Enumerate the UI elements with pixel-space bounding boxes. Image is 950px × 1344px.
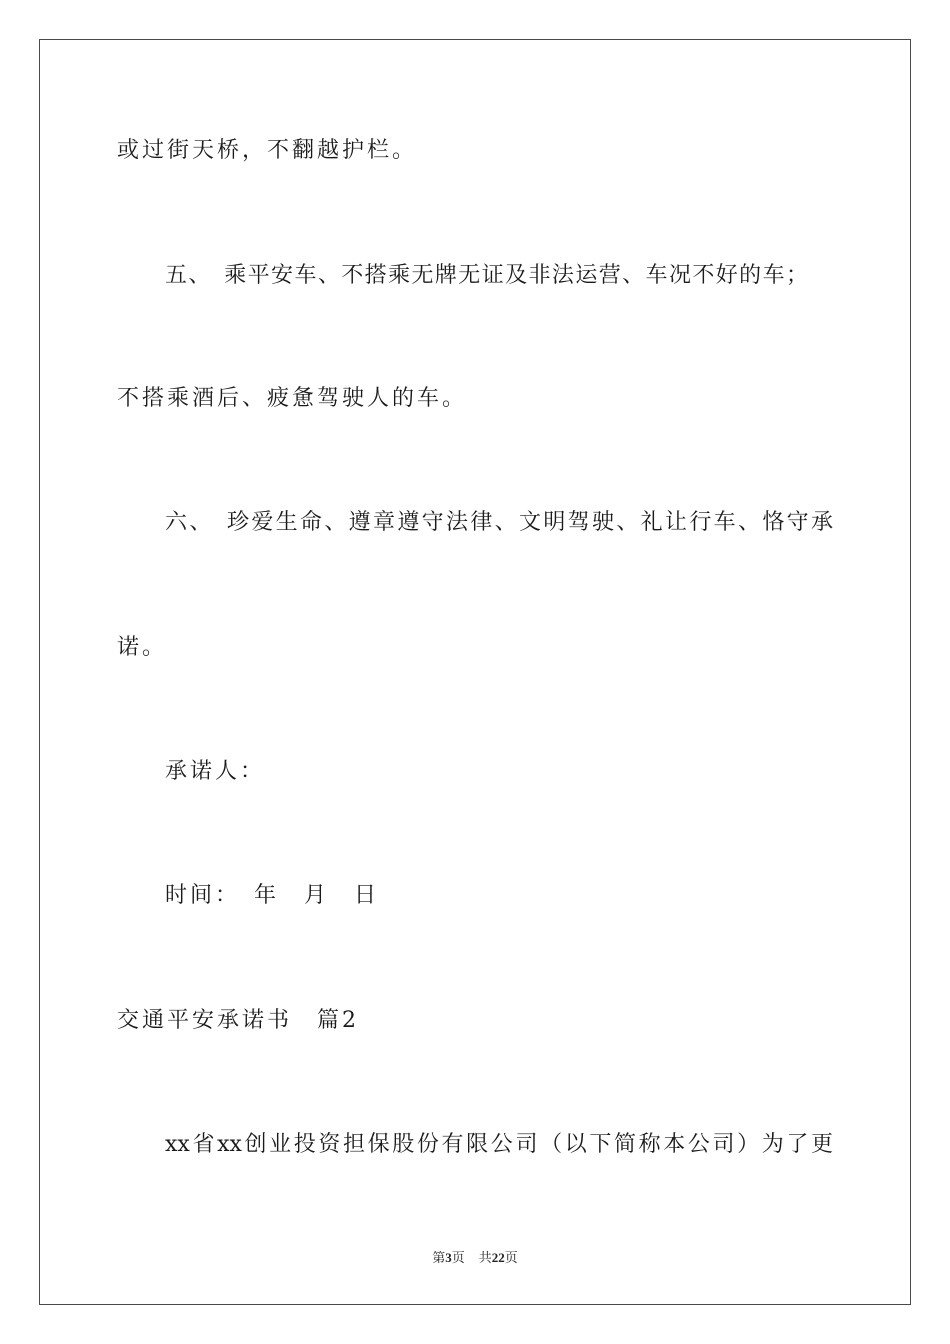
page-footer: [0, 1249, 950, 1267]
body-line-5: 诺。: [117, 635, 168, 660]
footer-total-prefix: 共: [478, 1250, 492, 1265]
page-border: [39, 39, 911, 1305]
date-line: 时间： 年 月 日: [165, 883, 380, 908]
footer-total-suffix: 页: [504, 1250, 518, 1265]
signatory-label: 承诺人：: [165, 759, 266, 784]
body-line-6: xx省xx创业投资担保股份有限公司（以下简称本公司）为了更: [165, 1132, 833, 1157]
footer-page-suffix: 页: [451, 1250, 465, 1265]
body-line-4: 六、 珍爱生命、遵章遵守法律、文明驾驶、礼让行车、恪守承: [165, 510, 833, 535]
footer-total-pages: 22: [491, 1250, 505, 1265]
footer-page-number: 3: [445, 1250, 452, 1265]
body-line-2: 五、 乘平安车、不搭乘无牌无证及非法运营、车况不好的车；: [165, 263, 808, 288]
section-heading: 交通平安承诺书 篇2: [117, 1008, 359, 1033]
footer-page-prefix: 第: [432, 1250, 446, 1265]
body-line-1: 或过街天桥，不翻越护栏。: [117, 138, 418, 163]
body-line-3: 不搭乘酒后、疲惫驾驶人的车。: [117, 386, 468, 411]
